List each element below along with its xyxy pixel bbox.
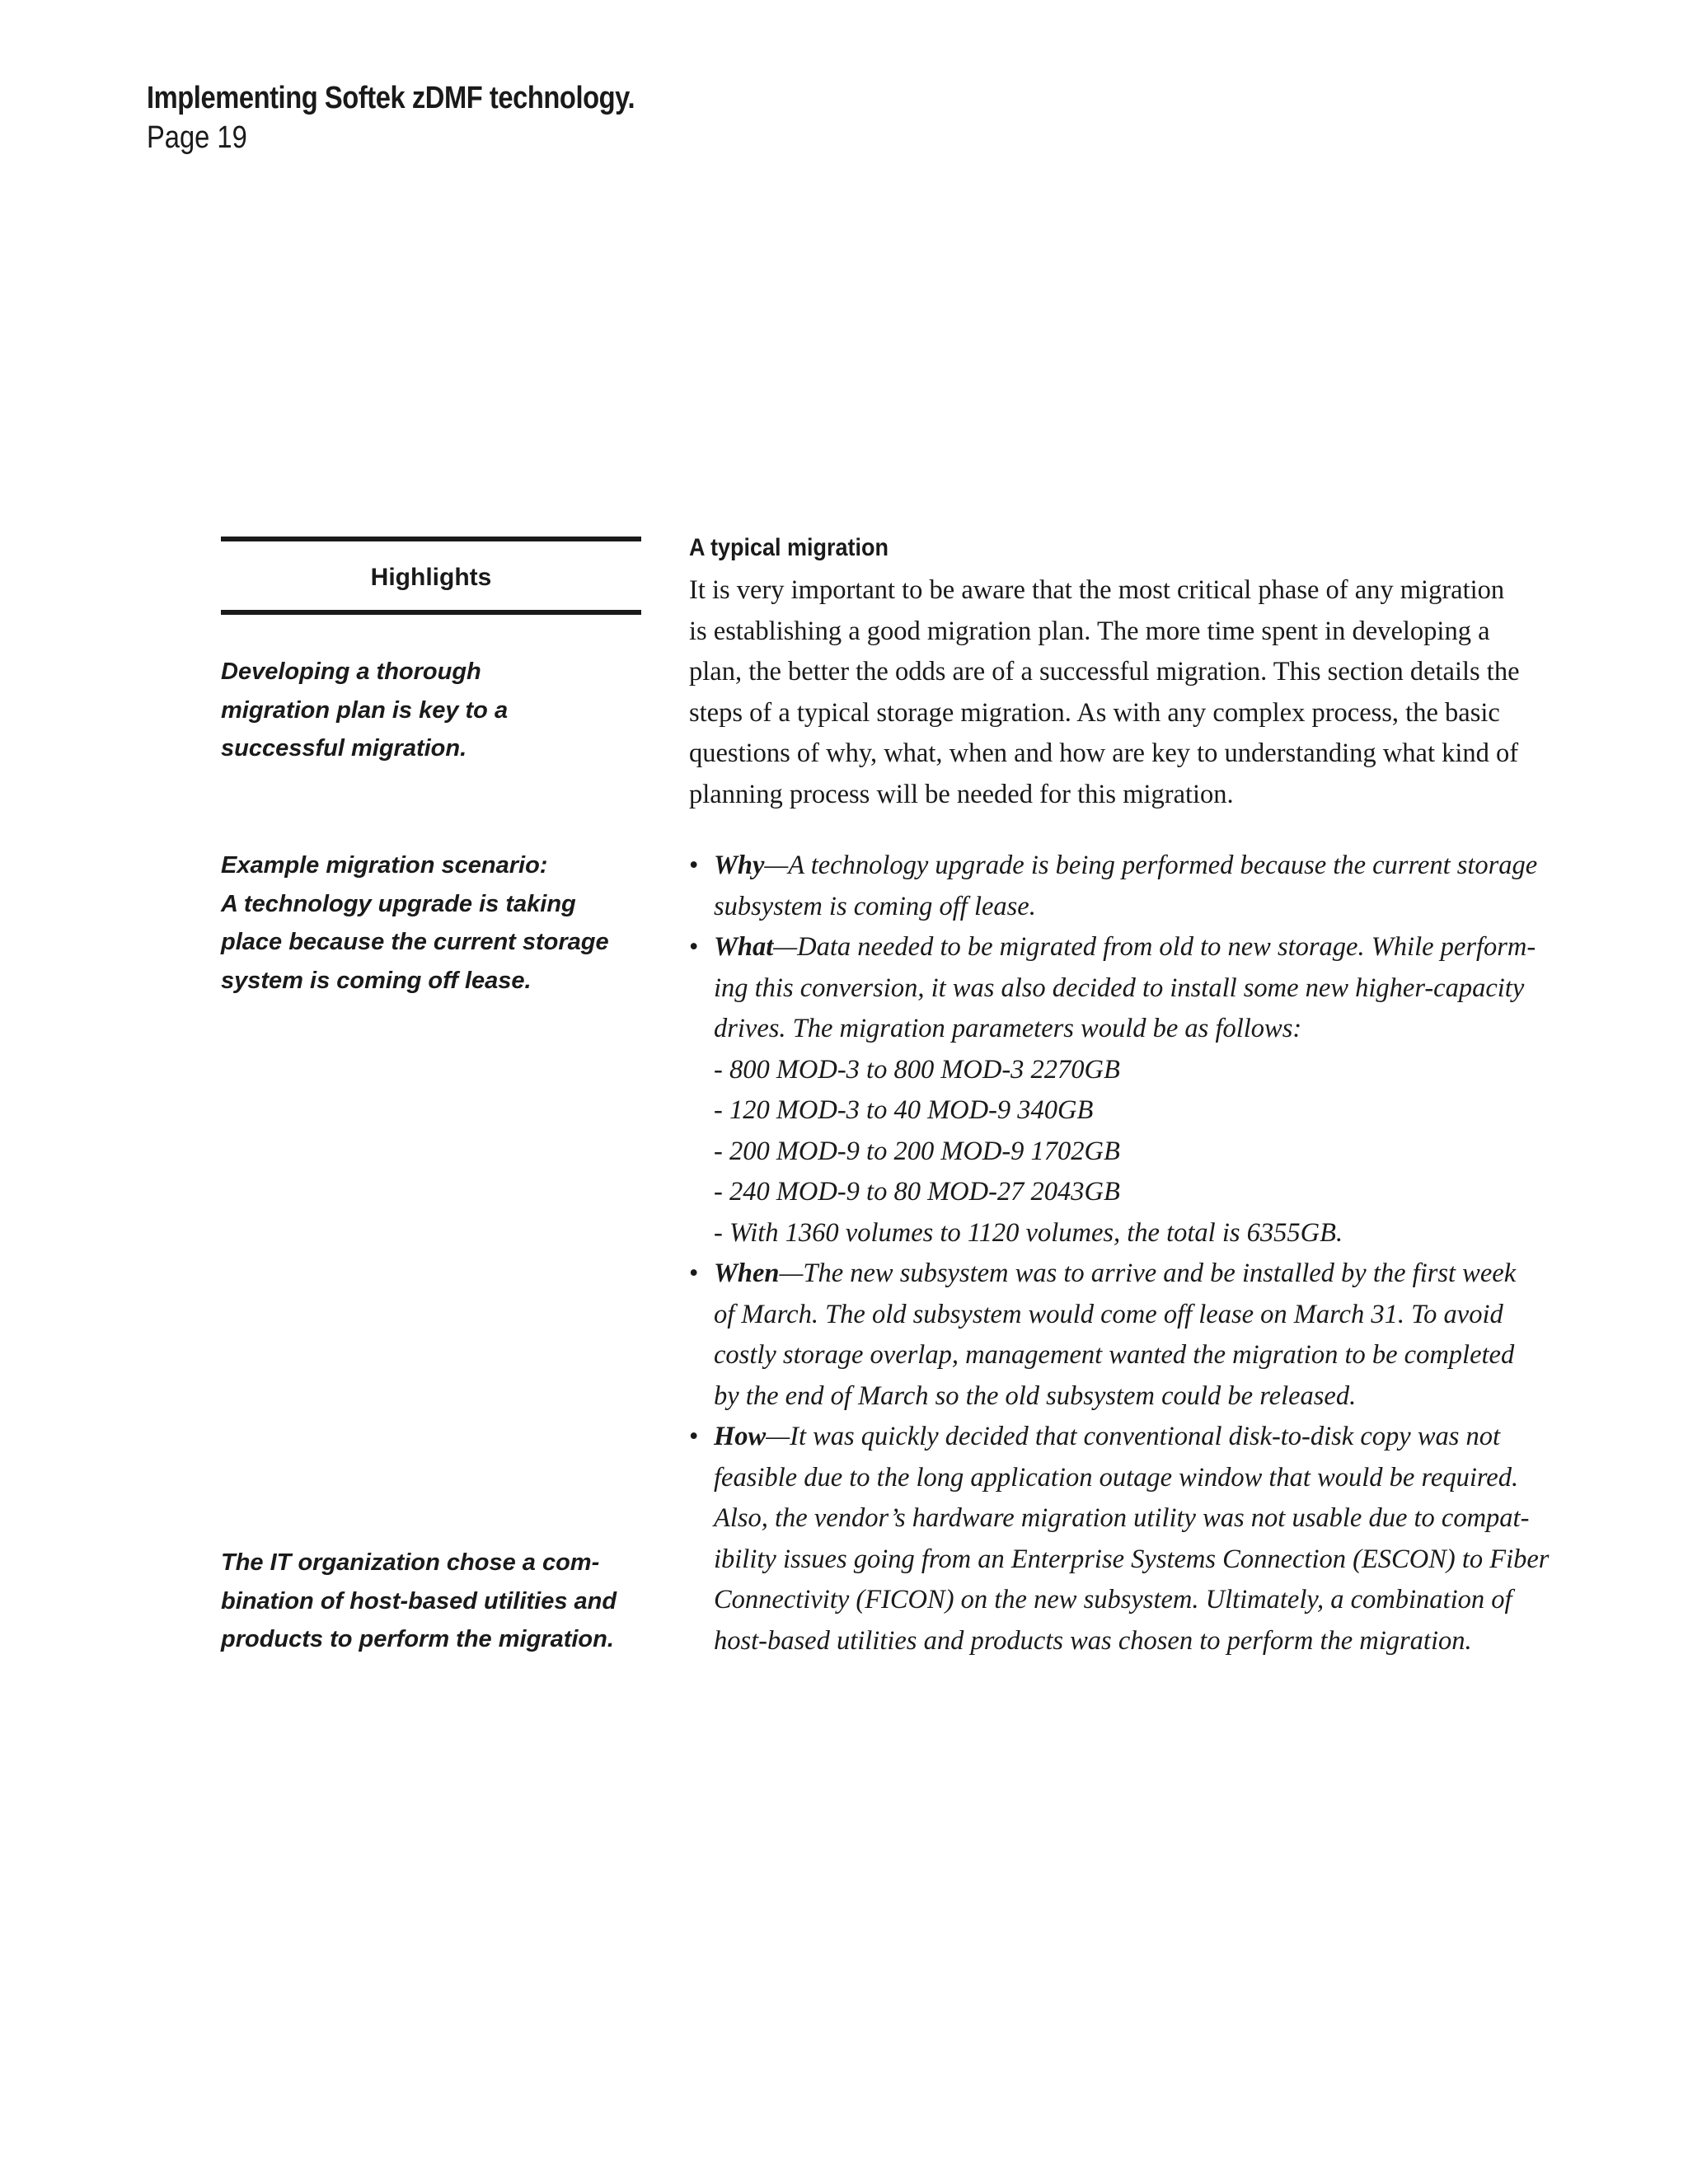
highlight-note-scenario — [221, 846, 649, 1000]
list-item-text: —A technology upgrade is being performed because the current storage — [764, 851, 1538, 880]
highlight-note-line: successful migration. — [221, 735, 467, 762]
paragraph-line: steps of a typical storage migration. As with any complex process, the basic — [689, 697, 1500, 728]
list-item-text: —The new subsystem was to arrive and be installed by the first week — [779, 1258, 1517, 1288]
highlight-note-line: system is coming off lease. — [221, 967, 532, 994]
highlight-note-line: migration plan is key to a — [221, 696, 509, 724]
list-item-when — [689, 1254, 1549, 1295]
bullet-icon: • — [689, 932, 699, 962]
paragraph-line: plan, the better the odds are of a successful migration. This section details the — [689, 657, 1520, 687]
list-item-term: How — [714, 1422, 767, 1451]
page-number: Page 19 — [147, 120, 247, 155]
list-item-term: Why — [714, 851, 765, 880]
list-item-text: —It was quickly decided that conventional disk-to-disk copy was not — [766, 1422, 1501, 1451]
list-item-how — [689, 1417, 1549, 1458]
list-item-why — [689, 846, 1549, 887]
bullet-icon: • — [689, 1258, 699, 1288]
document-title: Implementing Softek zDMF technology. — [147, 81, 635, 115]
list-item-term: What — [714, 932, 774, 962]
list-item-line: ibility issues going from an Enterprise Systems Connection (ESCON) to Fiber — [714, 1544, 1550, 1574]
highlights-heading: Highlights — [370, 564, 492, 591]
section-heading: A typical migration — [689, 534, 889, 561]
list-item-line: of March. The old subsystem would come off lease on March 31. To avoid — [714, 1299, 1503, 1329]
intro-paragraph — [689, 570, 1520, 815]
migration-parameter-line: - With 1360 volumes to 1120 volumes, the total is 6355GB. — [714, 1217, 1343, 1248]
highlights-bottom-rule — [221, 610, 641, 615]
list-item-line: Connectivity (FICON) on the new subsystem. Ultimately, a combination of — [714, 1585, 1512, 1615]
highlight-note-approach — [221, 1544, 649, 1659]
migration-parameter-line: - 120 MOD-3 to 40 MOD-9 340GB — [714, 1095, 1094, 1125]
list-item-line: by the end of March so the old subsystem could be released. — [714, 1380, 1357, 1411]
paragraph-line: It is very important to be aware that the most critical phase of any migration — [689, 575, 1505, 605]
list-item-term: When — [714, 1258, 780, 1288]
highlight-note-line: Developing a thorough — [221, 658, 481, 685]
highlight-note-line: Example migration scenario: — [221, 852, 548, 879]
highlight-note-line: place because the current storage — [221, 929, 609, 955]
highlight-note-line: A technology upgrade is taking — [221, 890, 576, 917]
highlight-note-line: The IT organization chose a com- — [221, 1549, 600, 1576]
list-item-line: ing this conversion, it was also decided to install some new higher-capacity — [714, 972, 1525, 1003]
list-item-line: subsystem is coming off lease. — [714, 891, 1036, 921]
paragraph-line: is establishing a good migration plan. The more time spent in developing a — [689, 616, 1490, 646]
list-item-line: costly storage overlap, management wanted the migration to be completed — [714, 1340, 1515, 1370]
list-item-line: Also, the vendor’s hardware migration utility was not usable due to compat- — [714, 1503, 1530, 1533]
migration-parameter-line: - 800 MOD-3 to 800 MOD-3 2270GB — [714, 1054, 1120, 1085]
list-item-text: —Data needed to be migrated from old to new storage. While perform- — [773, 932, 1536, 962]
list-item-line: feasible due to the long application outage window that would be required. — [714, 1462, 1519, 1493]
paragraph-line: planning process will be needed for this migration. — [689, 779, 1234, 809]
migration-parameter-line: - 200 MOD-9 to 200 MOD-9 1702GB — [714, 1136, 1120, 1166]
list-item-line: host-based utilities and products was chosen to perform the migration. — [714, 1625, 1472, 1656]
list-item-what — [689, 927, 1549, 968]
highlights-top-rule — [221, 537, 641, 541]
highlight-note-line: products to perform the migration. — [221, 1626, 614, 1652]
migration-parameter-line: - 240 MOD-9 to 80 MOD-27 2043GB — [714, 1177, 1120, 1207]
highlight-note-line: bination of host-based utilities and — [221, 1587, 617, 1615]
bullet-icon: • — [689, 1422, 699, 1451]
paragraph-line: questions of why, what, when and how are key to understanding what kind of — [689, 738, 1519, 768]
list-item-line: drives. The migration parameters would be as follows: — [714, 1014, 1302, 1043]
highlight-note-planning — [221, 653, 649, 768]
migration-questions-list — [689, 846, 1549, 1661]
bullet-icon: • — [689, 851, 699, 880]
